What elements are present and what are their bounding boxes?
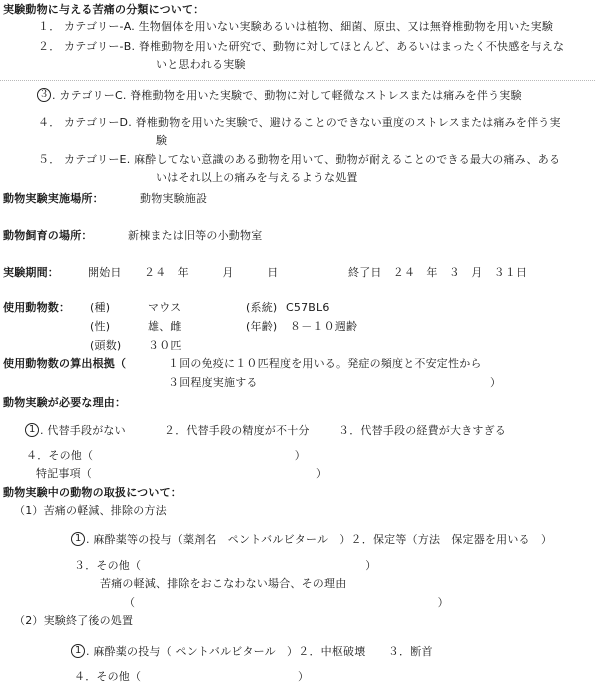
reason-option-2: ２．代替手段の精度が不十分	[164, 424, 310, 437]
pain-no-reduction-reason-label: 苦痛の軽減、排除をおこなわない場合、その理由	[100, 577, 347, 590]
category-c-text: . カテゴリーC. 脊椎動物を用いた実験で、動物に対して軽微なストレスまたは痛みを伴う実験	[52, 89, 522, 102]
animals-label: 使用動物数：	[3, 301, 71, 314]
pain-option-other: ３．その他（ ）	[74, 559, 377, 572]
post-experiment-label: （2）実験終了後の処置	[14, 614, 134, 627]
pain-reduction-label: （1）苦痛の軽減、排除の方法	[14, 504, 167, 517]
pain-option-1-number: 1	[75, 533, 82, 544]
place-value: 動物実験施設	[140, 192, 208, 205]
fold-divider	[0, 80, 595, 81]
species-label: (種)	[90, 301, 111, 314]
basis-line2: ３回程度実施する	[168, 376, 258, 389]
pain-no-reduction-reason-field: （ ）	[124, 596, 449, 609]
basis-close-paren: ）	[490, 376, 502, 389]
period-start: 開始日 ２４ 年 月 日	[88, 266, 279, 279]
place-label: 動物実験実施場所：	[3, 192, 104, 205]
handling-label: 動物実験中の動物の取扱について：	[3, 486, 182, 499]
count-value: ３０匹	[148, 339, 182, 352]
period-end: 終了日 ２４ 年 ３ 月 ３１日	[348, 266, 528, 279]
reason-option-1-number: 1	[29, 424, 36, 435]
reason-option-1: . 代替手段がない	[40, 424, 126, 437]
basis-line1: １回の免疫に１０匹程度を用いる。発症の頻度と不安定性から	[168, 357, 482, 370]
strain-value: C57BL6	[286, 301, 330, 314]
category-d-number: ４．	[38, 116, 61, 129]
species-value: マウス	[148, 301, 182, 314]
sex-value: 雄、雌	[148, 320, 182, 333]
housing-value: 新棟または旧等の小動物室	[128, 229, 263, 242]
post-options-1-2-3: . 麻酔薬の投与（ ペントバルビタール ）２．中枢破壊 ３．断首	[86, 645, 433, 658]
pain-option-1-and-2: . 麻酔薬等の投与（薬剤名 ペントバルビタール ）２．保定等（方法 保定器を用いる ）	[86, 533, 553, 546]
category-b-text-cont: いと思われる実験	[156, 58, 246, 71]
category-a-text: カテゴリー-A. 生物個体を用いない実験あるいは植物、細菌、原虫、又は無脊椎動物を用いた実験	[64, 20, 554, 33]
category-e-number: ５．	[38, 153, 61, 166]
basis-label: 使用動物数の算出根拠（	[3, 357, 127, 370]
category-c-number: ３	[39, 89, 50, 100]
category-b-text: カテゴリー-B. 脊椎動物を用いた研究で、動物に対してほとんど、あるいはまったく不快感を与えな	[64, 40, 565, 53]
category-b-number: ２．	[38, 40, 61, 53]
category-d-text: カテゴリーD. 脊椎動物を用いた実験で、避けることのできない重度のストレスまたは痛みを伴う実	[64, 116, 561, 129]
section-heading-pain-classification: 実験動物に与える苦痛の分類について：	[3, 3, 205, 16]
reason-option-other: ４．その他（ ）	[26, 449, 306, 462]
period-label: 実験期間：	[3, 266, 59, 279]
post-option-other: ４．その他（ ）	[74, 670, 310, 683]
age-value: ８－１０週齢	[290, 320, 358, 333]
category-a-number: １．	[38, 20, 61, 33]
reason-option-3: ３．代替手段の経費が大きすぎる	[338, 424, 506, 437]
age-label: (年齢)	[246, 320, 278, 333]
count-label: (頭数)	[90, 339, 122, 352]
special-notes: 特記事項（ ）	[36, 467, 328, 480]
strain-label: (系統)	[246, 301, 278, 314]
housing-label: 動物飼育の場所：	[3, 229, 93, 242]
category-d-text-cont: 験	[156, 134, 168, 147]
reason-label: 動物実験が必要な理由：	[3, 396, 127, 409]
sex-label: (性)	[90, 320, 111, 333]
post-option-1-number: 1	[75, 645, 82, 656]
category-e-text-cont: いはそれ以上の痛みを与えるような処置	[156, 171, 358, 184]
category-e-text: カテゴリーE. 麻酔してない意識のある動物を用いて、動物が耐えることのできる最大の痛み、ある	[64, 153, 561, 166]
